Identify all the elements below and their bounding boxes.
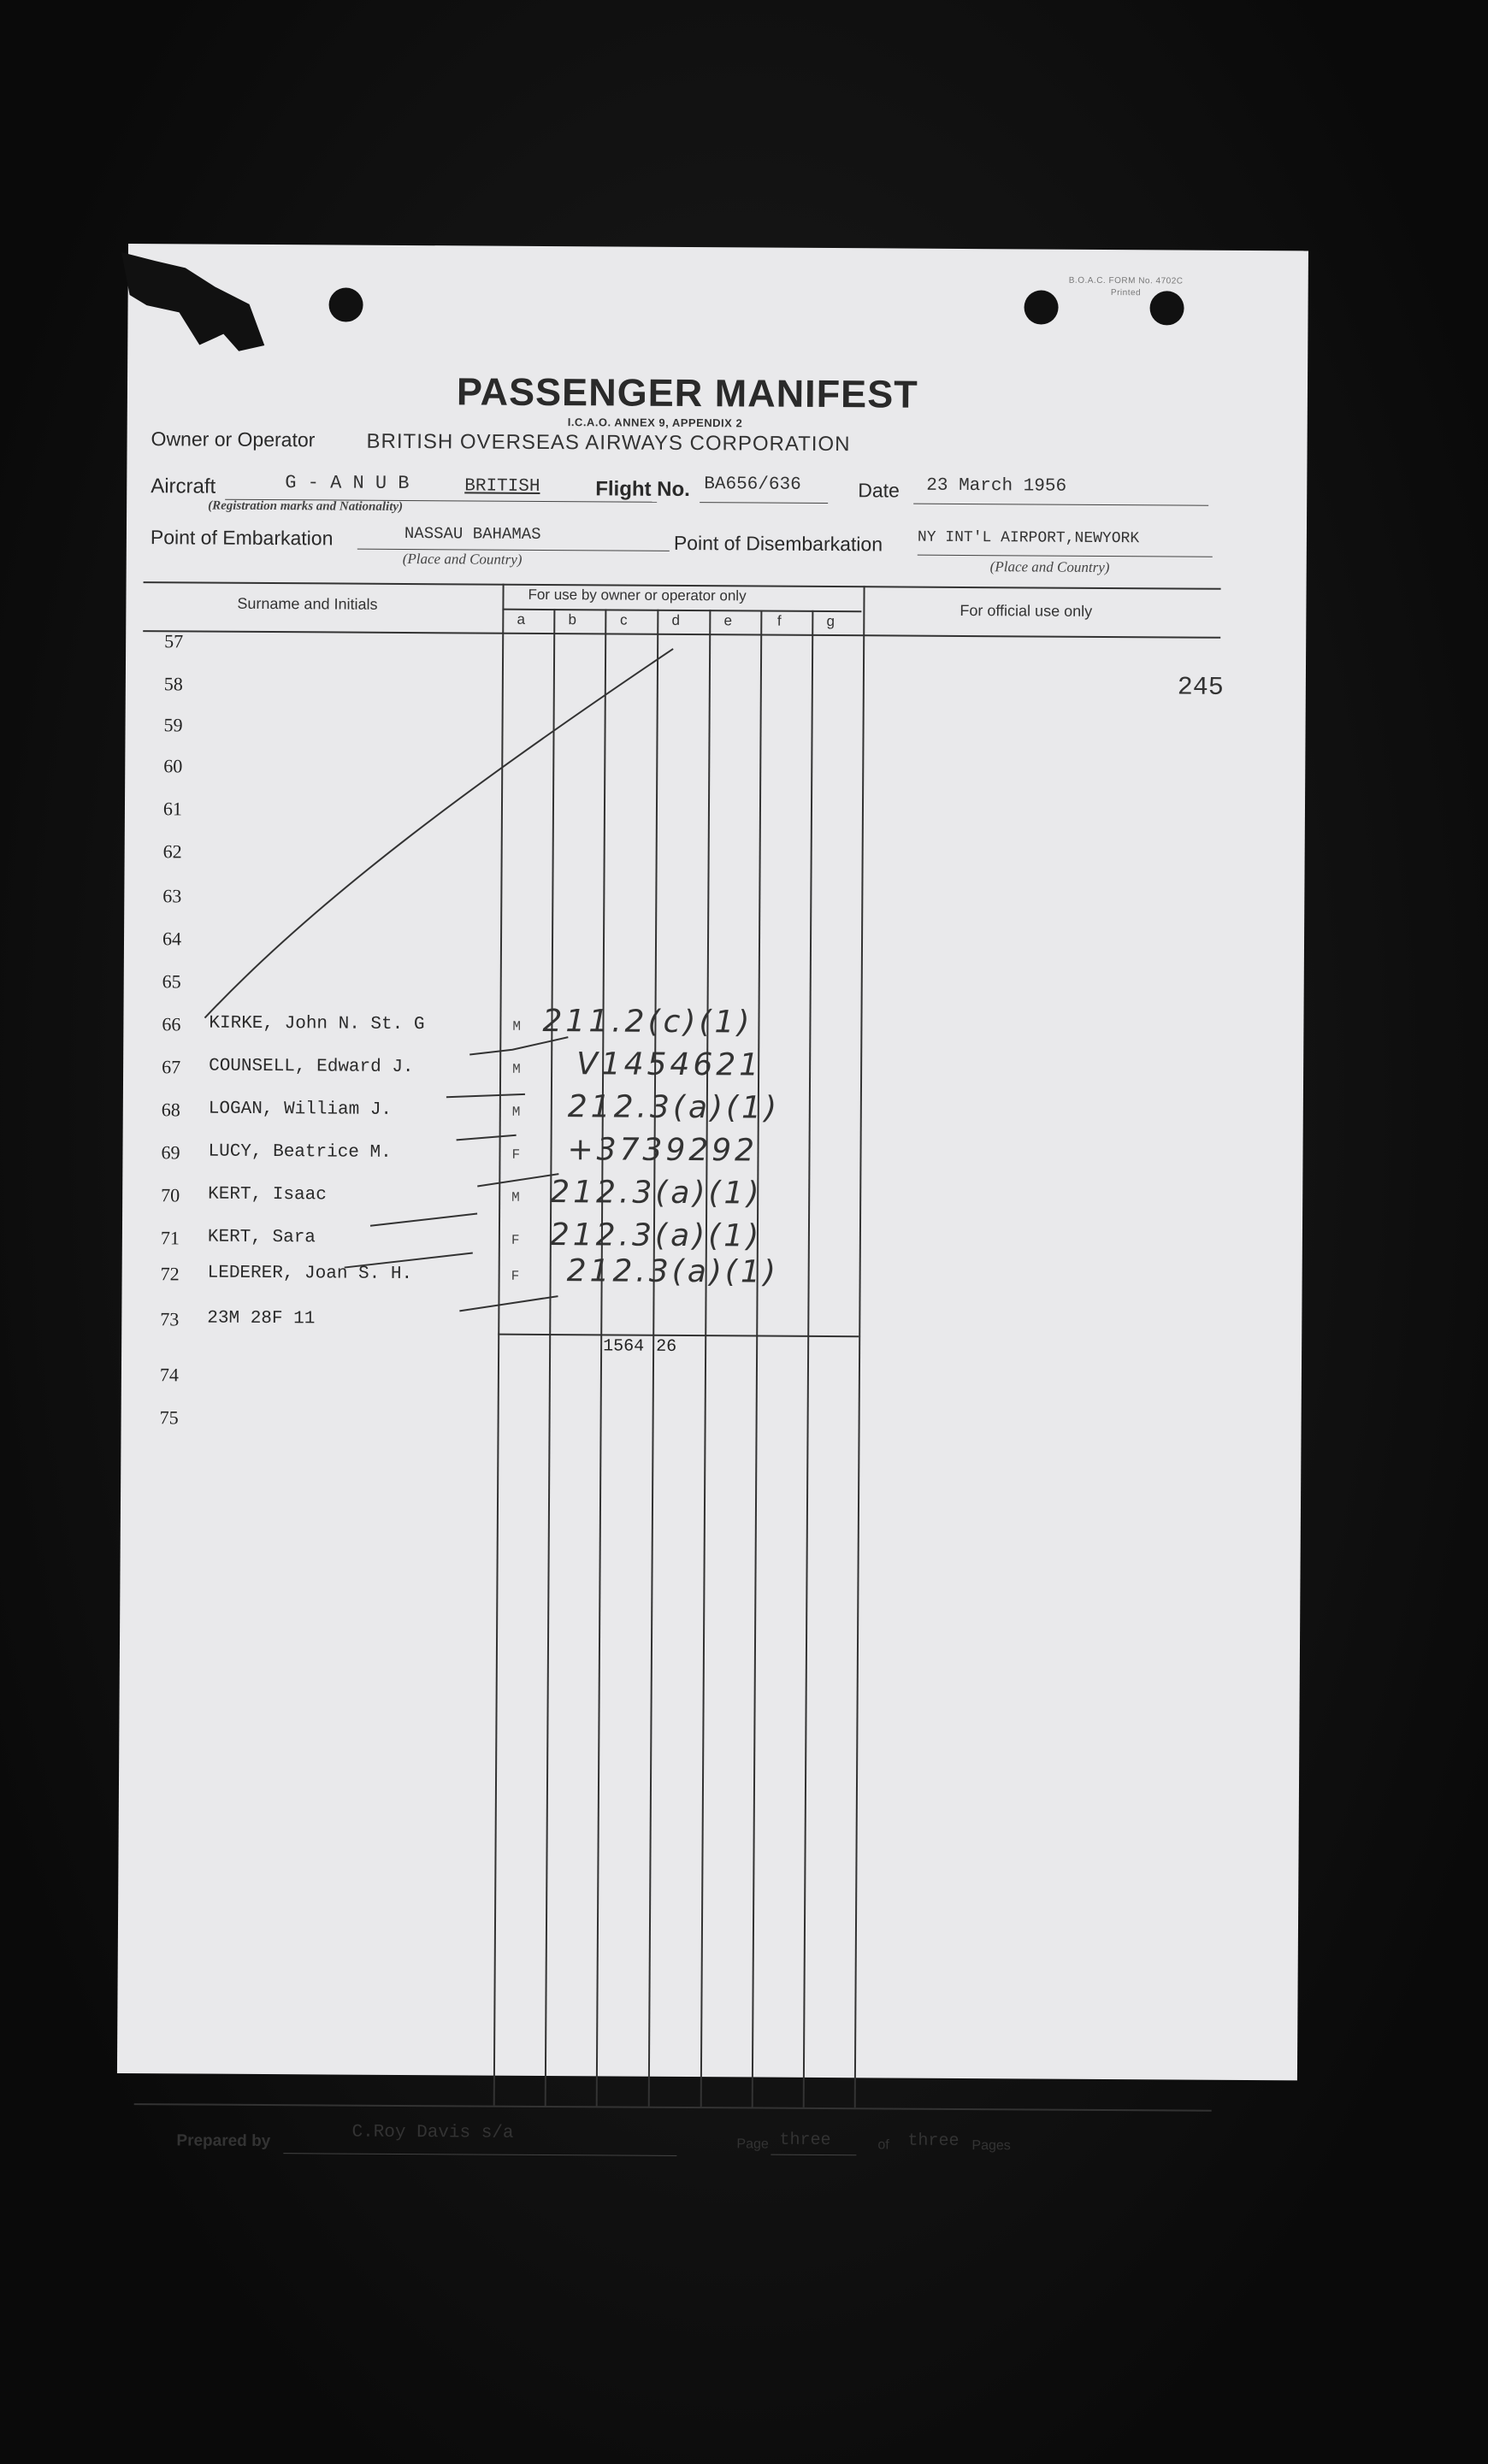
passenger-sex: M (512, 1061, 521, 1077)
passenger-sex: M (512, 1018, 522, 1035)
cancel-strokes (121, 244, 1308, 1447)
of-value: three (907, 2131, 960, 2151)
manifest-title: PASSENGER MANIFEST (456, 369, 918, 416)
passenger-name: KERT, Isaac (208, 1184, 327, 1205)
passenger-sex: F (511, 1232, 520, 1248)
aircraft-note: (Registration marks and Nationality) (208, 498, 404, 514)
handwritten-entry: V1454621 (576, 1046, 763, 1083)
disembarkation-note: (Place and Country) (989, 558, 1110, 576)
official-column-header: For official use only (960, 601, 1093, 620)
surname-column-header: Surname and Initials (237, 594, 378, 613)
passenger-name: LOGAN, William J. (208, 1099, 393, 1120)
row-number: 69 (161, 1141, 180, 1164)
col-letter-b: b (568, 611, 577, 628)
row-number: 67 (162, 1056, 181, 1078)
date-value: 23 March 1956 (926, 475, 1067, 497)
flight-label: Flight No. (595, 477, 690, 502)
embarkation-value: NASSAU BAHAMAS (404, 523, 541, 544)
date-label: Date (858, 479, 900, 502)
disembarkation-value: NY INT'L AIRPORT,NEWYORK (917, 528, 1140, 548)
row-number: 59 (163, 714, 183, 736)
row-number: 70 (161, 1184, 180, 1206)
row-number: 62 (162, 840, 182, 863)
passenger-sex: F (511, 1268, 520, 1284)
handwritten-entry: 212.3(a)(1) (567, 1089, 781, 1126)
row-number: 63 (162, 885, 182, 907)
passenger-name: COUNSELL, Edward J. (209, 1056, 414, 1078)
row-number: 65 (162, 970, 181, 993)
page-label: Page (736, 2137, 769, 2152)
aircraft-label: Aircraft (151, 475, 216, 498)
row-number: 68 (161, 1099, 180, 1121)
passenger-sex: M (511, 1104, 521, 1120)
row-number: 58 (163, 673, 183, 695)
total-column-d: 26 (656, 1336, 677, 1357)
disembarkation-label: Point of Disembarkation (673, 531, 883, 556)
owner-value: BRITISH OVERSEAS AIRWAYS CORPORATION (366, 429, 851, 457)
form-number: B.O.A.C. FORM No. 4702C Printed (1068, 275, 1184, 298)
row-number: 60 (163, 755, 183, 777)
passenger-name: LEDERER, Joan S. H. (207, 1263, 413, 1285)
official-number: 245 (1177, 673, 1224, 703)
owner-label: Owner or Operator (151, 427, 316, 451)
operator-column-header: For use by owner or operator only (528, 586, 747, 604)
of-label: of (877, 2137, 889, 2153)
prepared-label: Prepared by (176, 2131, 271, 2151)
page-value: three (779, 2130, 831, 2151)
col-letter-f: f (776, 612, 782, 629)
row-number: 71 (160, 1227, 180, 1249)
passenger-name: KERT, Sara (207, 1227, 316, 1248)
handwritten-entry: 212.3(a)(1) (549, 1217, 763, 1254)
row-number: 74 (159, 1364, 179, 1386)
manifest-subtitle: I.C.A.O. ANNEX 9, APPENDIX 2 (567, 416, 743, 430)
pages-label: Pages (971, 2138, 1011, 2154)
embarkation-label: Point of Embarkation (150, 526, 334, 550)
passenger-sex: M (511, 1189, 520, 1205)
row-number: 61 (162, 798, 183, 820)
handwritten-entry: +3739292 (567, 1132, 759, 1169)
row-number: 66 (162, 1013, 181, 1035)
col-letter-e: e (723, 612, 733, 629)
aircraft-registration: G - A N U B (285, 472, 410, 495)
col-letter-a: a (517, 610, 526, 628)
col-letter-c: c (620, 611, 628, 628)
col-letter-g: g (826, 612, 836, 630)
passenger-name: LUCY, Beatrice M. (208, 1141, 392, 1163)
passenger-name: KIRKE, John N. St. G (209, 1013, 425, 1035)
passenger-name: 23M 28F 11 (207, 1308, 316, 1329)
handwritten-entry: 211.2(c)(1) (542, 1003, 753, 1040)
handwritten-entry: 212.3(a)(1) (566, 1253, 780, 1290)
total-column-c: 1564 (603, 1336, 645, 1357)
row-number: 73 (160, 1308, 180, 1330)
row-number: 57 (164, 630, 184, 652)
col-letter-d: d (671, 611, 681, 628)
aircraft-nationality: BRITISH (464, 476, 540, 497)
row-number: 75 (159, 1406, 179, 1429)
row-number: 72 (160, 1263, 180, 1285)
embarkation-note: (Place and Country) (402, 550, 523, 568)
manifest-sheet (117, 244, 1308, 2154)
prepared-value: C.Roy Davis s/a (351, 2122, 514, 2143)
passenger-sex: F (511, 1147, 521, 1163)
handwritten-entry: 212.3(a)(1) (550, 1175, 763, 1211)
row-number: 64 (162, 928, 182, 950)
flight-value: BA656/636 (704, 475, 801, 495)
